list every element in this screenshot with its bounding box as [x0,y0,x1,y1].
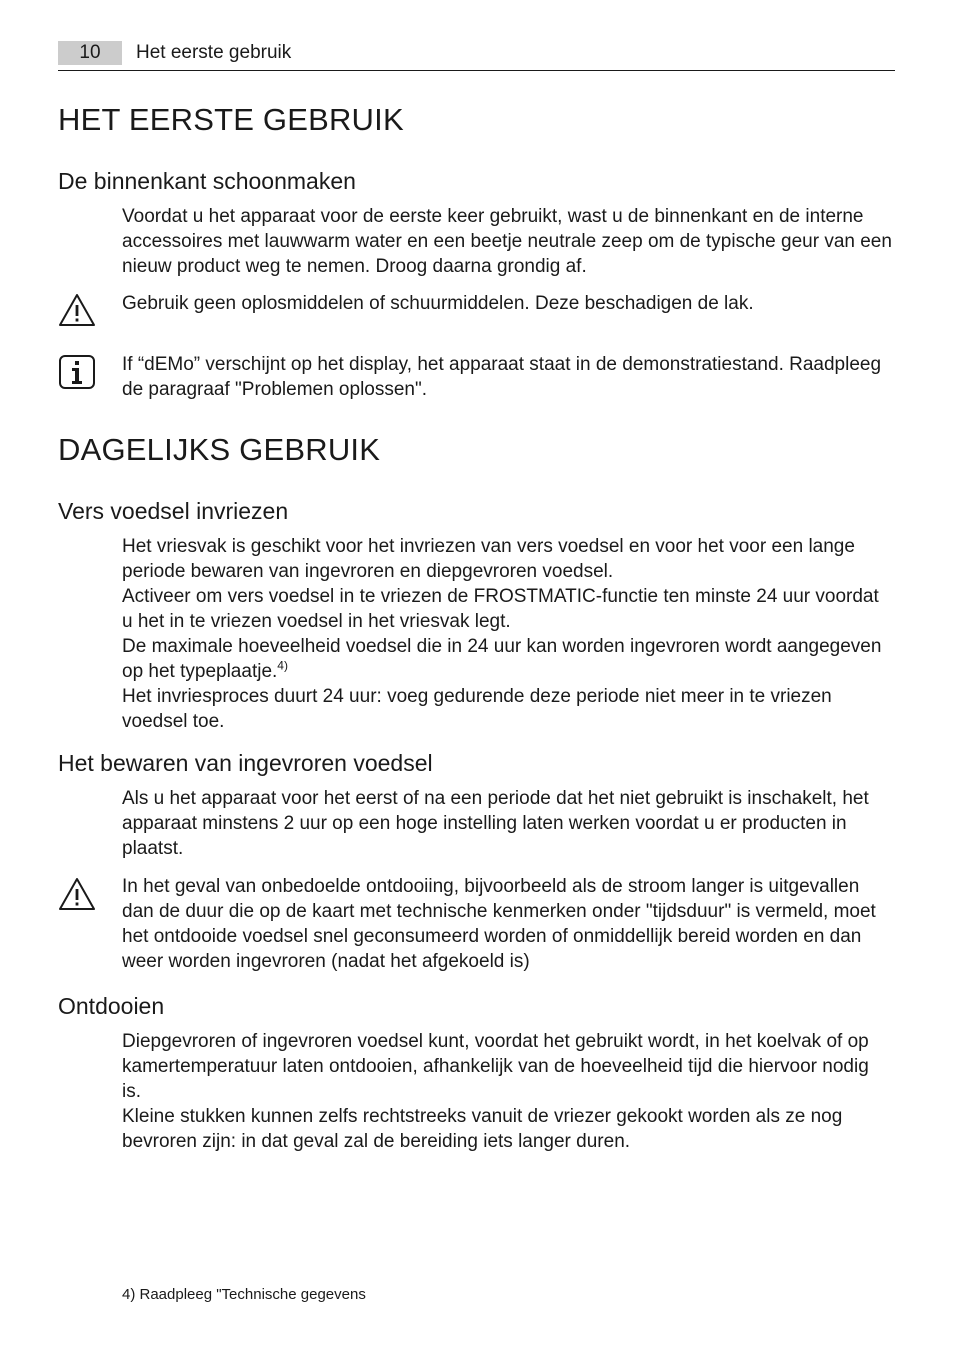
paragraph-ontdooien: Diepgevroren of ingevroren voedsel kunt, voordat het gebruikt wordt, in het koelvak of op kamertemperatuur laten ontdooien, afhankelijk van de hoeveelheid tijd die hiervoor nodig is. Kleine stukken kunnen zelfs rechtstreeks vanuit de vriezer gekookt worden als ze nog bevroren zijn: in dat geval zal de bereiding iets langer duren. [122,1031,869,1152]
footnote: 4) Raadpleeg "Technische gegevens [122,1286,366,1303]
warning-text-ontdooiing: In het geval van onbedoelde ontdooiing, bijvoorbeeld als de stroom langer is uitgevallen dan de duur die op de kaart met technische kenmerken onder "tijdsduur" is vermeld, moet het ontdooide voedsel snel geconsumeerd worden of onmiddellijk bereid worden en dan weer worden ingevroren (nadat het afgekoeld is) [122,876,876,972]
info-text-demo: If “dEMo” verschijnt op het display, het apparaat staat in de demonstratiestand. Raadpleeg de paragraaf "Problemen oplossen". [122,354,882,400]
warning-triangle-icon [58,292,96,328]
subsection-title-ontdooien: Ontdooien [58,993,165,1019]
paragraph-schoonmaken: Voordat u het apparaat voor de eerste keer gebruikt, wast u de binnenkant en de interne accessoires met lauwwarm water en een beetje neutrale zeep om de typische geur van een nieuw product weg te nemen. Droog daarna grondig af. [122,206,892,277]
page-header [58,40,895,71]
paragraph-bewaren: Als u het apparaat voor het eerst of na een periode dat het niet gebruikt is inschakelt, het apparaat minstens 2 uur op een hoge instelling laten werken voordat u er producten in plaatst. [122,788,869,859]
subsection-title-bewaren: Het bewaren van ingevroren voedsel [58,750,433,776]
info-icon [58,354,96,390]
footnote-ref: 4) [277,658,288,673]
paragraph-invriezen: Het vriesvak is geschikt voor het invriezen van vers voedsel en voor het voor een lange periode bewaren van ingevroren en diepgevroren voedsel. Activeer om vers voedsel in te vriezen de FROSTMATIC-functie ten minste 24 uur voordat u het in te vriezen voedsel in het vriesvak legt. De maximale hoeveelheid voedsel die in 24 uur kan worden ingevroren wordt aangegeven op het typeplaatje.$^{4)}$ Het invriesproces duurt 24 uur: voeg gedurende deze periode niet meer in te vriezen voedsel toe. [122,536,882,732]
subsection-title-schoonmaken: De binnenkant schoonmaken [58,168,356,194]
subsection-title-invriezen: Vers voedsel invriezen [58,498,289,524]
section-title-eerste-gebruik: HET EERSTE GEBRUIK [58,102,404,137]
running-title: Het eerste gebruik [136,42,292,63]
section-title-dagelijks-gebruik: DAGELIJKS GEBRUIK [58,432,381,467]
page-number: 10 [58,41,122,65]
warning-triangle-icon [58,876,96,912]
warning-text-oplosmiddelen: Gebruik geen oplosmiddelen of schuurmiddelen. Deze beschadigen de lak. [122,293,754,314]
